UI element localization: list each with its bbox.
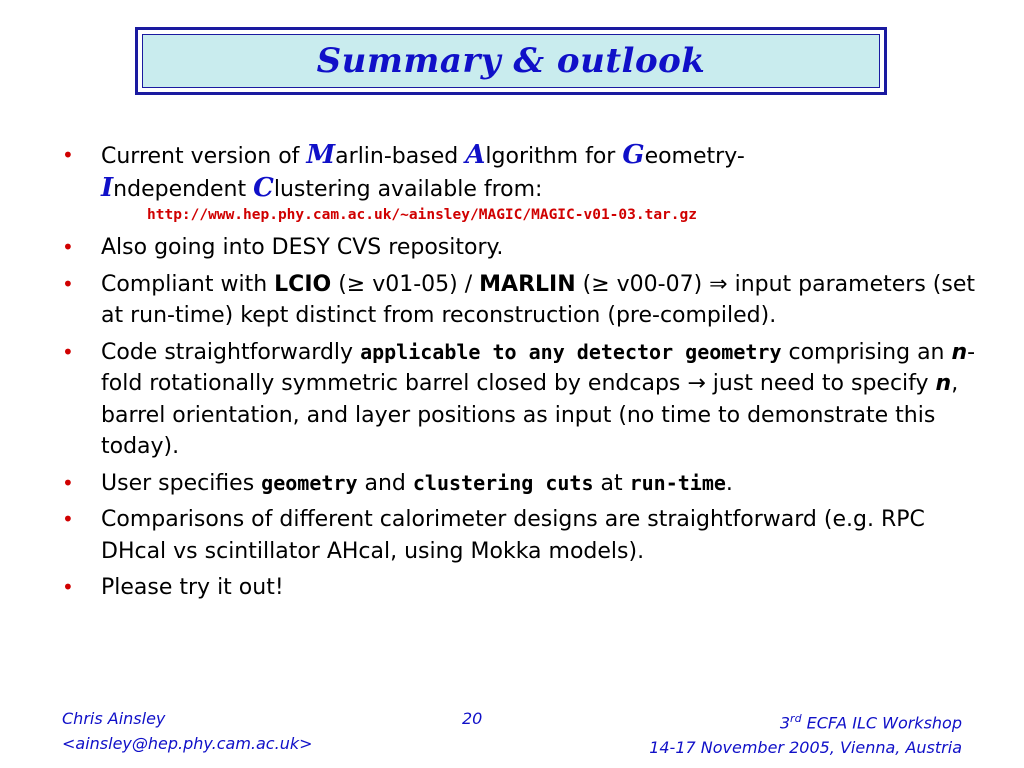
- acronym-letter: G: [622, 140, 645, 170]
- text: at: [593, 470, 630, 496]
- lcio-label: LCIO: [274, 271, 332, 297]
- acronym-letter: C: [253, 172, 274, 203]
- bullet-list: [62, 140, 982, 609]
- page-number: 20: [462, 709, 483, 728]
- text: comprising an: [781, 339, 952, 365]
- footer-author: [62, 706, 313, 756]
- emphasis: geometry: [261, 470, 358, 495]
- download-link[interactable]: http://www.hep.phy.cam.ac.uk/~ainsley/MAGIC/MAGIC-v01-03.tar.gz: [147, 207, 697, 223]
- emphasis: run-time: [629, 470, 726, 495]
- acronym-letter: A: [465, 140, 486, 170]
- text: lustering available from:: [273, 176, 543, 202]
- title-inner: [142, 34, 880, 88]
- acronym-letter: M: [306, 140, 336, 170]
- text: Please try it out!: [101, 575, 284, 600]
- bullet-item-user: [62, 468, 982, 500]
- bullet-item-comparisons: [62, 504, 982, 567]
- text: (≥ v01-05) /: [331, 271, 480, 297]
- text: lgorithm for: [485, 144, 623, 169]
- variable-n: n: [935, 371, 952, 396]
- emphasis: clustering cuts: [412, 470, 594, 495]
- bullet-item-compliant: [62, 269, 982, 332]
- text: , barrel orientation, and layer positions as input (no time to demonstrate this today).: [101, 371, 959, 459]
- bullet-icon: •: [62, 575, 74, 599]
- variable-n: n: [951, 339, 968, 365]
- bullet-icon: •: [62, 235, 74, 259]
- text: Compliant with: [101, 271, 275, 297]
- author-name: Chris Ainsley: [62, 709, 166, 728]
- text: Also going into DESY CVS repository.: [101, 235, 504, 260]
- bullet-icon: •: [62, 470, 74, 495]
- bullet-icon: •: [62, 507, 74, 531]
- emphasis: applicable to any detector geometry: [360, 339, 782, 364]
- text: Comparisons of different calorimeter designs are straightforward (e.g. RPC DHcal vs scintillator AHcal, using Mokka models).: [101, 507, 925, 564]
- bullet-item-marlin-magic: [62, 140, 982, 227]
- bullet-icon: •: [62, 271, 74, 296]
- slide-title: Summary & outlook: [316, 41, 706, 81]
- acronym-letter: I: [101, 172, 114, 203]
- text: (≥ v00-07) ⇒ input parameters (set at run-time) kept distinct from reconstruction (pre-compiled).: [101, 271, 975, 328]
- text: ndependent: [113, 176, 254, 202]
- marlin-label: MARLIN: [479, 271, 576, 297]
- event-date: 14-17 November 2005, Vienna, Austria: [649, 738, 962, 758]
- text: User specifies: [101, 470, 262, 496]
- bullet-icon: •: [62, 143, 74, 167]
- text: Current version of: [101, 144, 307, 169]
- title-box: [135, 27, 887, 95]
- text: eometry-: [644, 144, 745, 169]
- author-email: <ainsley@hep.phy.cam.ac.uk>: [62, 734, 313, 753]
- event-title: 3rd ECFA ILC Workshop: [779, 712, 962, 733]
- text: Code straightforwardly: [101, 339, 361, 365]
- bullet-item-try: [62, 572, 982, 604]
- text: -fold rotationally symmetric barrel closed by endcaps → just need to specify: [101, 339, 976, 396]
- bullet-icon: •: [62, 339, 74, 364]
- bullet-item-geometry: [62, 337, 982, 463]
- text: arlin-based: [335, 144, 466, 169]
- text: .: [725, 470, 733, 496]
- footer-event: [649, 706, 962, 760]
- text: and: [357, 470, 413, 496]
- bullet-item-desy: [62, 232, 982, 264]
